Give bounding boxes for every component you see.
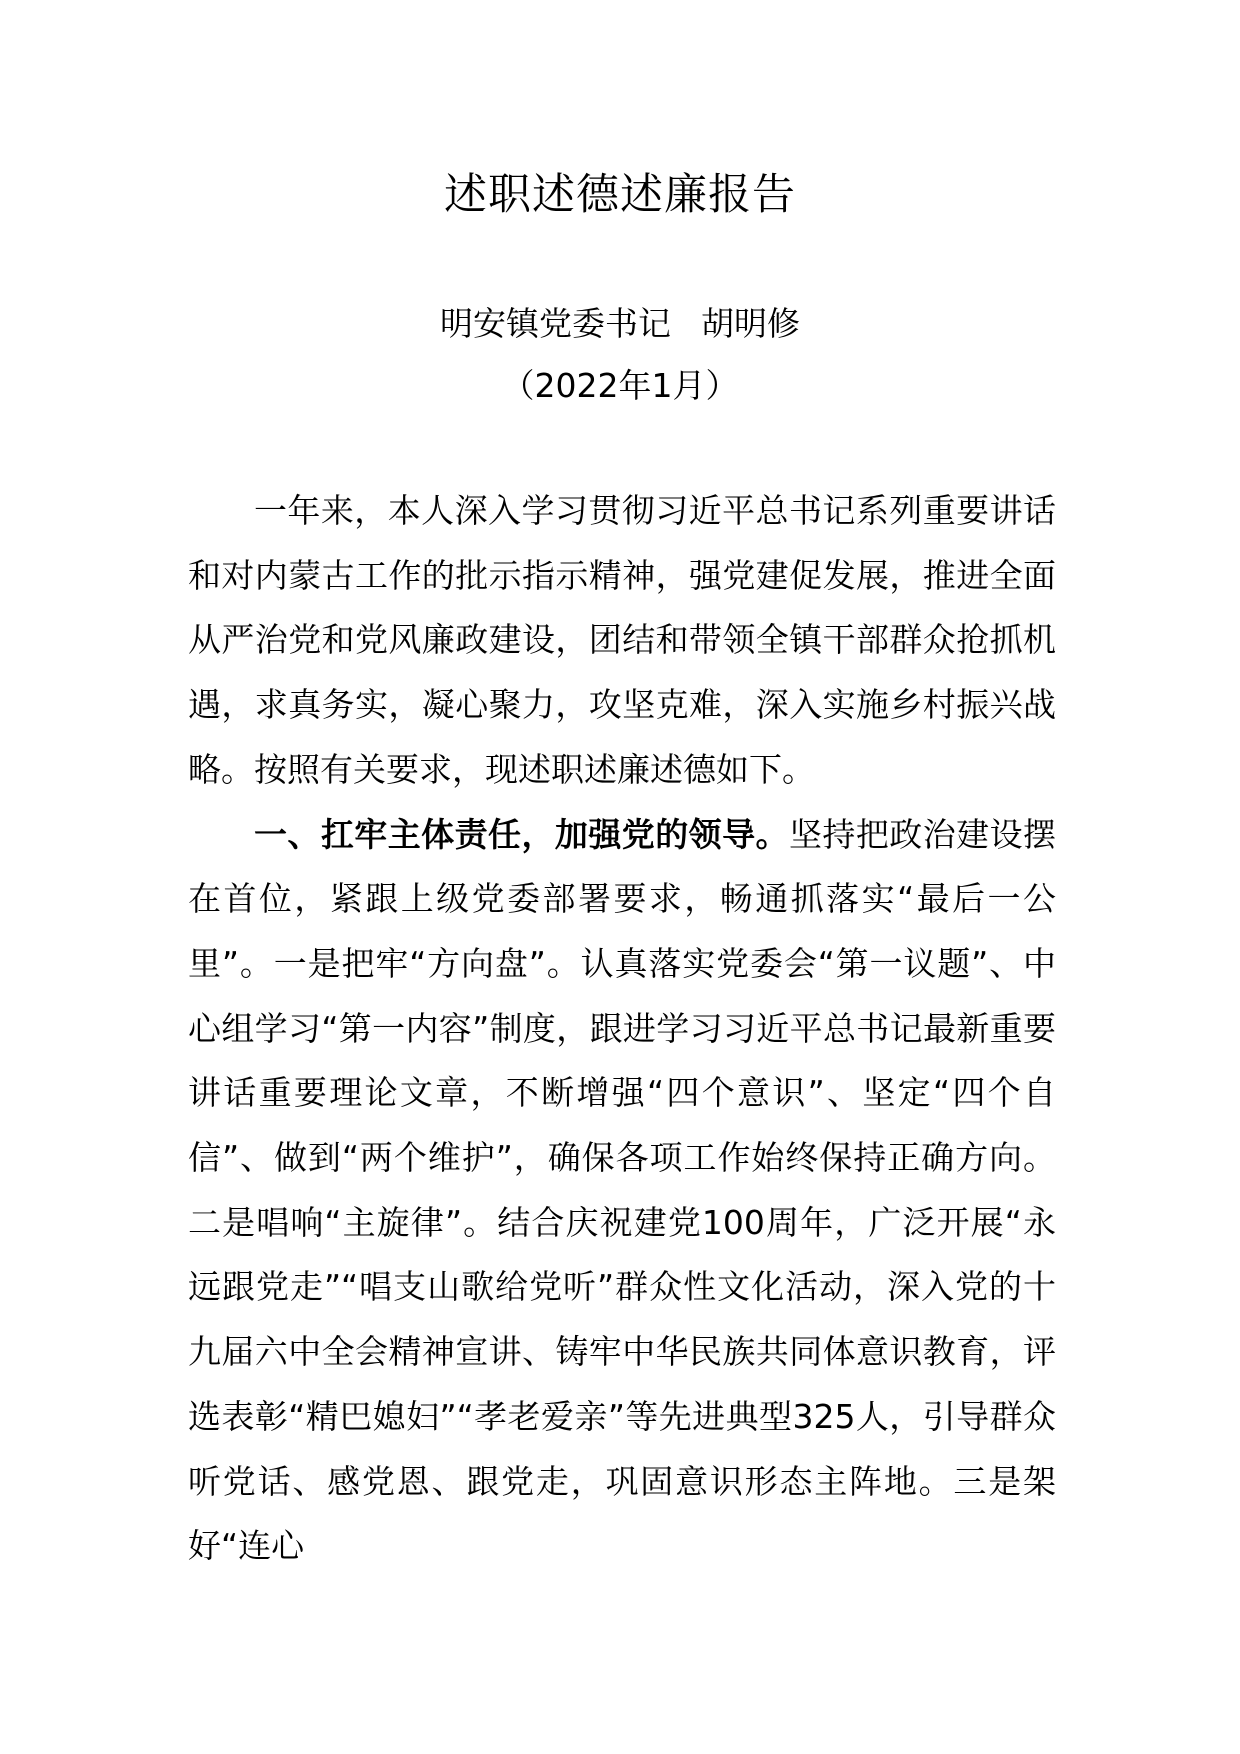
document-title: 述职述德述廉报告 [444,170,796,220]
section-body: 坚持把政治建设摆在首位，紧跟上级党委部署要求，畅通抓落实“最后一公里”。一是把牢“方向盘”。认真落实党委会“第一议题”、中心组学习“第一内容”制度，跟进学习习近平总书记最新重要讲话重要理论文章，不断增强“四个意识”、坚定“四个自信”、做到“两个维护”，确保各项工作始终保持正确方向。二是唱响“主旋律”。结合庆祝建党100周年，广泛开展“永远跟党走”“唱支山歌给党听”群众性文化活动，深入党的十九届六中全会精神宣讲、铸牢中华民族共同体意识教育，评选表彰“精巴媳妇”“孝老爱亲”等先进典型325人，引导群众听党话、感党恩、跟党走，巩固意识形态主阵地。三是架好“连心 [188,814,1057,1566]
paragraph-intro: 一年来，本人深入学习贯彻习近平总书记系列重要讲话和对内蒙古工作的批示指示精神，强党建促发展，推进全面从严治党和党风廉政建设，团结和带领全镇干部群众抢抓机遇，求真务实，凝心聚力，攻坚克难，深入实施乡村振兴战略。按照有关要求，现述职述廉述德如下。 [188,491,1056,789]
document-body [188,479,1056,1579]
paragraph-section-1 [188,803,1056,1579]
author-name: 胡明修 [701,304,800,343]
section-heading: 一、扛牢主体责任，加强党的领导。 [254,814,789,854]
author-line [0,300,1240,348]
author-position: 明安镇党委书记 [440,304,671,343]
document-date: （2022年1月） [501,366,739,405]
